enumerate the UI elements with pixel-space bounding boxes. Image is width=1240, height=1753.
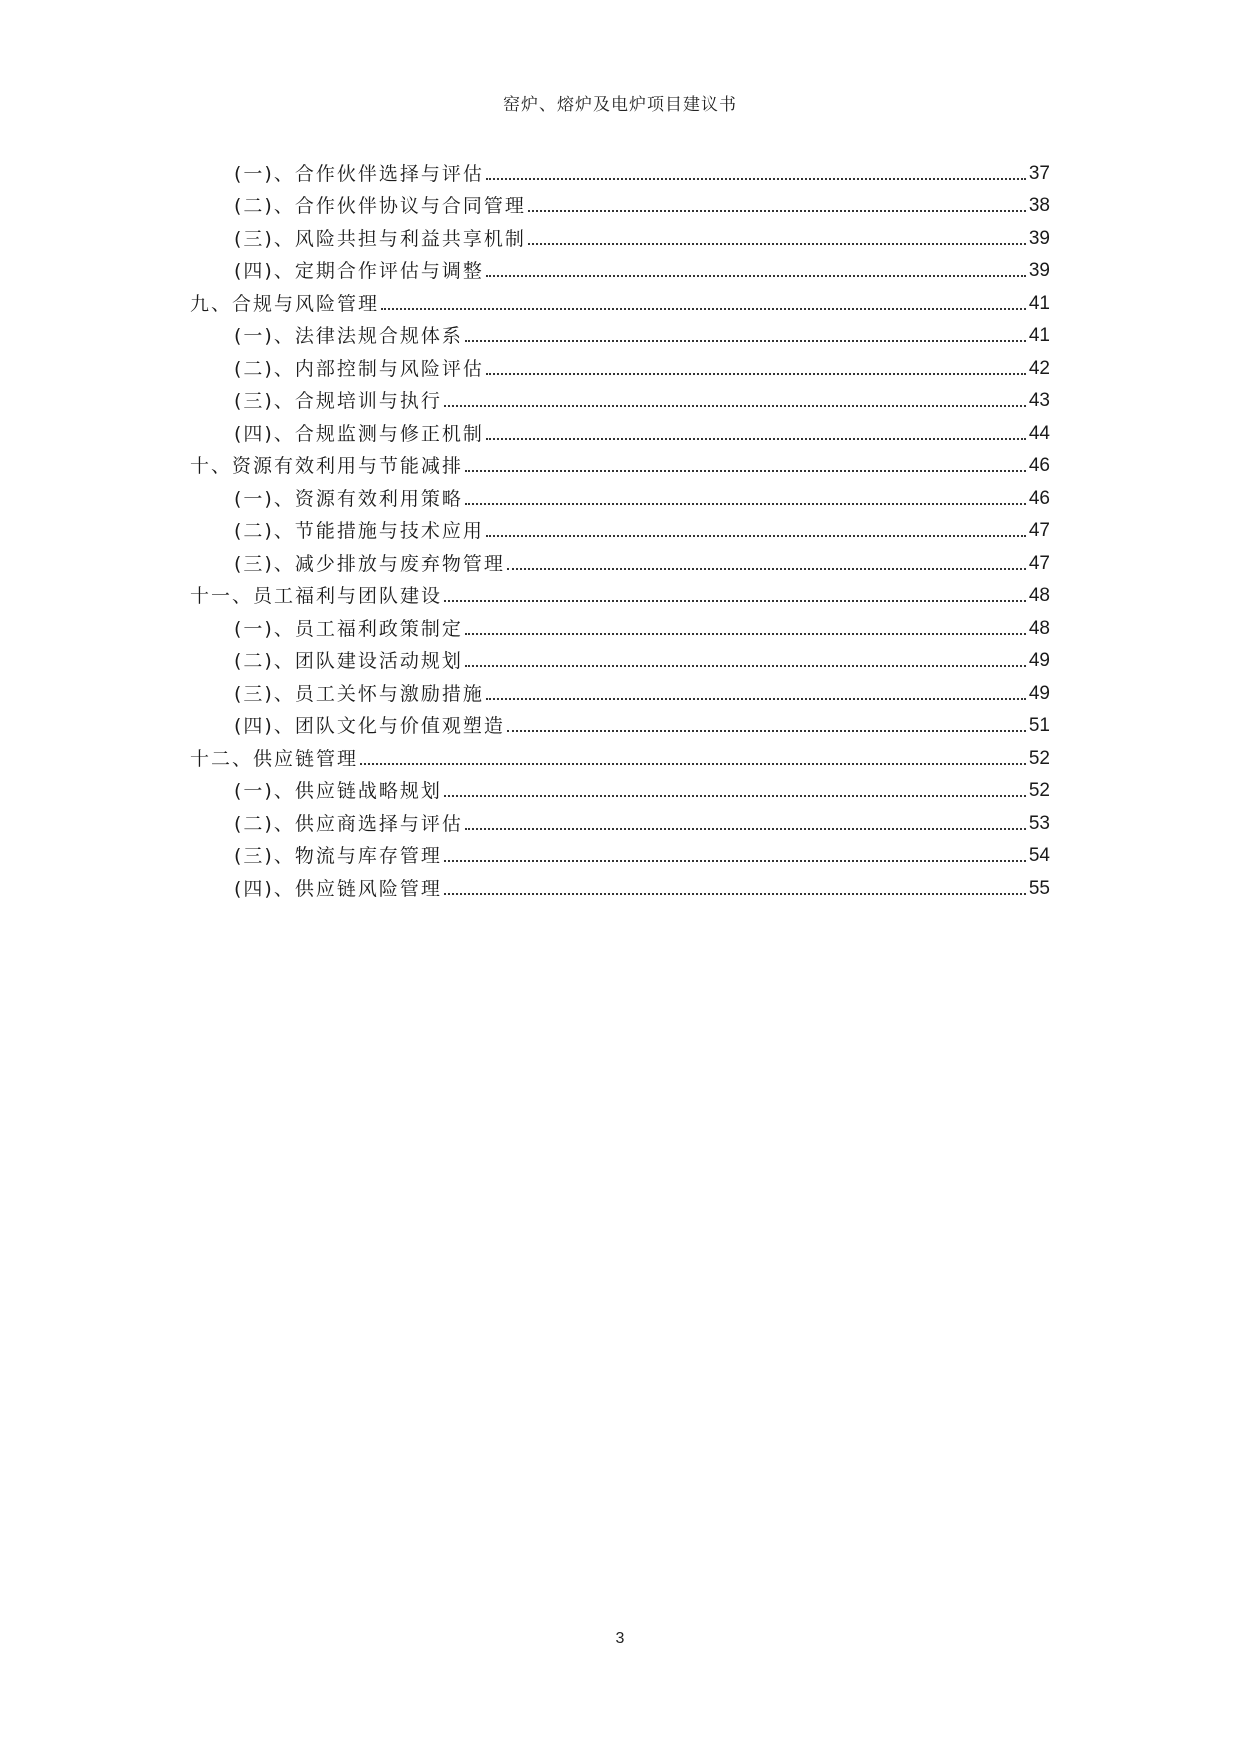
- toc-dot-leader: [507, 730, 1026, 732]
- toc-entry-page-number: 53: [1028, 812, 1050, 834]
- toc-section-entry[interactable]: [190, 217, 1050, 250]
- toc-section-entry[interactable]: [190, 802, 1050, 835]
- toc-dot-leader: [444, 893, 1026, 895]
- toc-entry-title: 十、资源有效利用与节能减排: [190, 455, 464, 477]
- toc-dot-leader: [360, 763, 1026, 765]
- toc-entry-page-number: 42: [1028, 357, 1050, 379]
- toc-entry-title: (四)、合规监测与修正机制: [234, 422, 484, 445]
- toc-entry-title: 九、合规与风险管理: [190, 292, 380, 315]
- toc-entry-title: (四)、定期合作评估与调整: [234, 260, 484, 282]
- toc-entry-page-number: 46: [1028, 455, 1050, 476]
- toc-section-entry[interactable]: [190, 347, 1050, 380]
- toc-section-entry[interactable]: [190, 770, 1050, 803]
- toc-entry-page-number: 48: [1028, 585, 1050, 606]
- toc-section-entry[interactable]: [190, 705, 1050, 738]
- toc-dot-leader: [465, 633, 1026, 635]
- toc-entry-title: (一)、法律法规合规体系: [234, 325, 463, 347]
- page-number: 3: [615, 1630, 625, 1647]
- toc-dot-leader: [444, 860, 1026, 862]
- toc-section-entry[interactable]: [190, 380, 1050, 413]
- toc-section-entry[interactable]: [190, 867, 1050, 900]
- toc-entry-page-number: 51: [1028, 715, 1050, 736]
- toc-entry-page-number: 49: [1028, 682, 1050, 704]
- toc-dot-leader: [444, 795, 1026, 797]
- toc-entry-page-number: 44: [1028, 422, 1050, 444]
- toc-section-entry[interactable]: [190, 412, 1050, 445]
- toc-dot-leader: [465, 665, 1026, 667]
- toc-section-entry[interactable]: [190, 542, 1050, 575]
- toc-section-entry[interactable]: [190, 152, 1050, 185]
- toc-dot-leader: [507, 568, 1026, 570]
- toc-entry-title: (四)、供应链风险管理: [234, 877, 442, 900]
- toc-entry-title: (三)、风险共担与利益共享机制: [234, 227, 526, 250]
- toc-section-entry[interactable]: [190, 510, 1050, 543]
- toc-section-entry[interactable]: [190, 315, 1050, 348]
- toc-dot-leader: [486, 275, 1026, 277]
- toc-dot-leader: [486, 373, 1026, 375]
- toc-entry-title: (一)、供应链战略规划: [234, 780, 442, 802]
- toc-section-entry[interactable]: [190, 607, 1050, 640]
- table-of-contents: [190, 152, 1050, 900]
- toc-section-entry[interactable]: [190, 185, 1050, 218]
- toc-dot-leader: [486, 698, 1026, 700]
- toc-dot-leader: [528, 243, 1026, 245]
- toc-entry-title: (二)、节能措施与技术应用: [234, 520, 484, 542]
- toc-dot-leader: [465, 470, 1026, 472]
- toc-dot-leader: [381, 308, 1026, 310]
- toc-entry-title: (四)、团队文化与价值观塑造: [234, 715, 505, 737]
- toc-entry-page-number: 46: [1028, 487, 1050, 509]
- running-header: 窑炉、熔炉及电炉项目建议书: [503, 95, 737, 115]
- toc-section-entry[interactable]: [190, 835, 1050, 868]
- toc-entry-title: 十一、员工福利与团队建设: [190, 585, 443, 607]
- toc-dot-leader: [486, 438, 1026, 440]
- toc-dot-leader: [528, 210, 1026, 212]
- toc-dot-leader: [444, 600, 1026, 602]
- toc-entry-title: (一)、员工福利政策制定: [234, 617, 463, 640]
- toc-dot-leader: [444, 405, 1026, 407]
- toc-entry-title: (三)、减少排放与废弃物管理: [234, 552, 505, 575]
- toc-entry-page-number: 49: [1028, 650, 1050, 671]
- toc-dot-leader: [465, 340, 1026, 342]
- toc-chapter-entry[interactable]: [190, 445, 1050, 478]
- toc-section-entry[interactable]: [190, 477, 1050, 510]
- toc-entry-title: (三)、物流与库存管理: [234, 845, 442, 867]
- toc-entry-page-number: 38: [1028, 195, 1050, 216]
- toc-entry-page-number: 37: [1028, 162, 1050, 184]
- toc-entry-page-number: 39: [1028, 260, 1050, 281]
- toc-entry-title: (二)、内部控制与风险评估: [234, 357, 484, 380]
- toc-entry-page-number: 43: [1028, 390, 1050, 411]
- toc-entry-title: 十二、供应链管理: [190, 747, 359, 770]
- toc-entry-page-number: 39: [1028, 227, 1050, 249]
- toc-entry-page-number: 48: [1028, 617, 1050, 639]
- toc-entry-title: (一)、资源有效利用策略: [234, 487, 463, 510]
- toc-section-entry[interactable]: [190, 672, 1050, 705]
- toc-dot-leader: [486, 535, 1026, 537]
- toc-entry-page-number: 54: [1028, 845, 1050, 866]
- toc-entry-page-number: 47: [1028, 520, 1050, 541]
- toc-entry-page-number: 52: [1028, 780, 1050, 801]
- toc-entry-title: (二)、团队建设活动规划: [234, 650, 463, 672]
- toc-entry-title: (二)、合作伙伴协议与合同管理: [234, 195, 526, 217]
- toc-entry-title: (三)、员工关怀与激励措施: [234, 682, 484, 705]
- toc-entry-title: (一)、合作伙伴选择与评估: [234, 162, 484, 185]
- toc-dot-leader: [465, 503, 1026, 505]
- toc-entry-page-number: 52: [1028, 747, 1050, 769]
- toc-entry-title: (三)、合规培训与执行: [234, 390, 442, 412]
- toc-entry-page-number: 41: [1028, 325, 1050, 346]
- toc-chapter-entry[interactable]: [190, 737, 1050, 770]
- toc-entry-page-number: 41: [1028, 292, 1050, 314]
- toc-chapter-entry[interactable]: [190, 575, 1050, 608]
- toc-chapter-entry[interactable]: [190, 282, 1050, 315]
- toc-entry-page-number: 55: [1028, 877, 1050, 899]
- toc-entry-page-number: 47: [1028, 552, 1050, 574]
- toc-dot-leader: [486, 178, 1026, 180]
- toc-section-entry[interactable]: [190, 640, 1050, 673]
- toc-section-entry[interactable]: [190, 250, 1050, 283]
- toc-dot-leader: [465, 828, 1026, 830]
- toc-entry-title: (二)、供应商选择与评估: [234, 812, 463, 835]
